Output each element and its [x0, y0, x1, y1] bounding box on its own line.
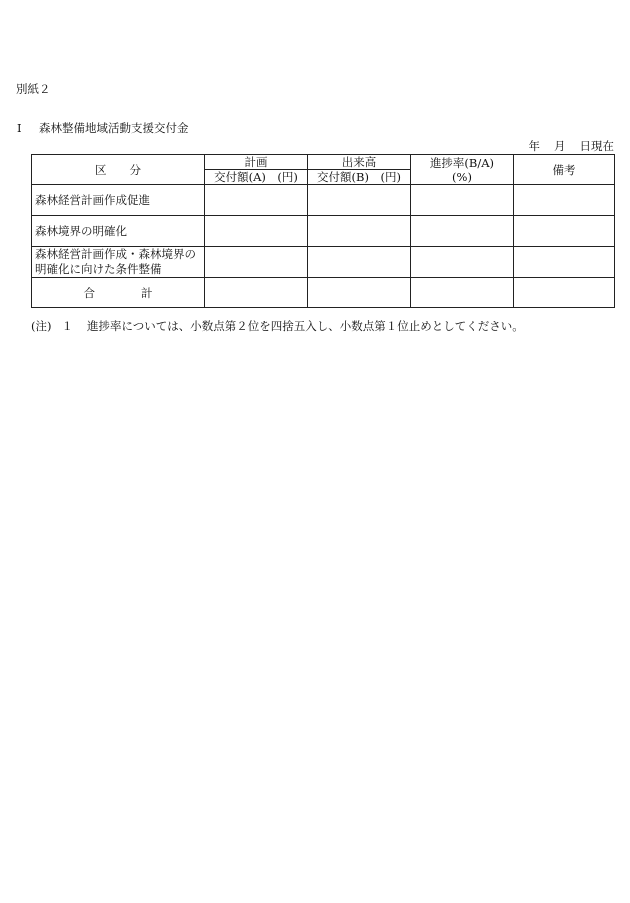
- header-category: 区 分: [32, 155, 205, 185]
- header-progress-label: 進捗率(B/A): [429, 155, 495, 170]
- row-label-line1: 森林経営計画作成・森林境界の: [35, 247, 196, 261]
- cell-plan: [205, 216, 308, 247]
- section-heading: [17, 120, 189, 136]
- header-plan: 計画: [205, 155, 308, 170]
- cell-remarks: [514, 216, 615, 247]
- date-day-current: 日現在: [579, 139, 614, 153]
- header-progress: [411, 155, 514, 185]
- header-actual: 出来高: [308, 155, 411, 170]
- cell-actual: [308, 185, 411, 216]
- cell-progress: [411, 185, 514, 216]
- date-month: 月: [554, 139, 566, 153]
- row-label: 森林境界の明確化: [32, 216, 205, 247]
- table-row: [32, 216, 615, 247]
- footnote-text: 進捗率については、小数点第２位を四捨五入し、小数点第１位止めとしてください。: [86, 319, 524, 333]
- header-progress-unit: (%): [452, 169, 472, 184]
- row-label-total: 合 計: [32, 278, 205, 308]
- cell-remarks: [514, 185, 615, 216]
- cell-plan: [205, 247, 308, 278]
- footnote: [31, 318, 524, 334]
- section-title: 森林整備地域活動支援交付金: [39, 121, 189, 135]
- header-plan-amount: 交付額(A) (円): [205, 170, 308, 185]
- table-row-total: [32, 278, 615, 308]
- cell-remarks: [514, 247, 615, 278]
- section-number: Ⅰ: [17, 121, 22, 135]
- date-line: [529, 138, 615, 154]
- subsidy-table: [31, 154, 615, 308]
- header-actual-amount: 交付額(B) (円): [308, 170, 411, 185]
- cell-actual: [308, 247, 411, 278]
- row-label: 森林経営計画作成促進: [32, 185, 205, 216]
- footnote-number: １: [61, 319, 73, 333]
- cell-actual: [308, 216, 411, 247]
- footnote-prefix: (注): [31, 319, 52, 333]
- date-year: 年: [528, 139, 540, 153]
- cell-progress: [411, 247, 514, 278]
- cell-progress: [411, 216, 514, 247]
- cell-plan: [205, 278, 308, 308]
- cell-remarks: [514, 278, 615, 308]
- cell-progress: [411, 278, 514, 308]
- cell-plan: [205, 185, 308, 216]
- cell-actual: [308, 278, 411, 308]
- header-remarks: 備考: [514, 155, 615, 185]
- table-row: [32, 247, 615, 278]
- table-row: [32, 185, 615, 216]
- row-label: [32, 247, 205, 278]
- row-label-line2: 明確化に向けた条件整備: [35, 262, 162, 276]
- attachment-label: 別紙２: [16, 82, 51, 96]
